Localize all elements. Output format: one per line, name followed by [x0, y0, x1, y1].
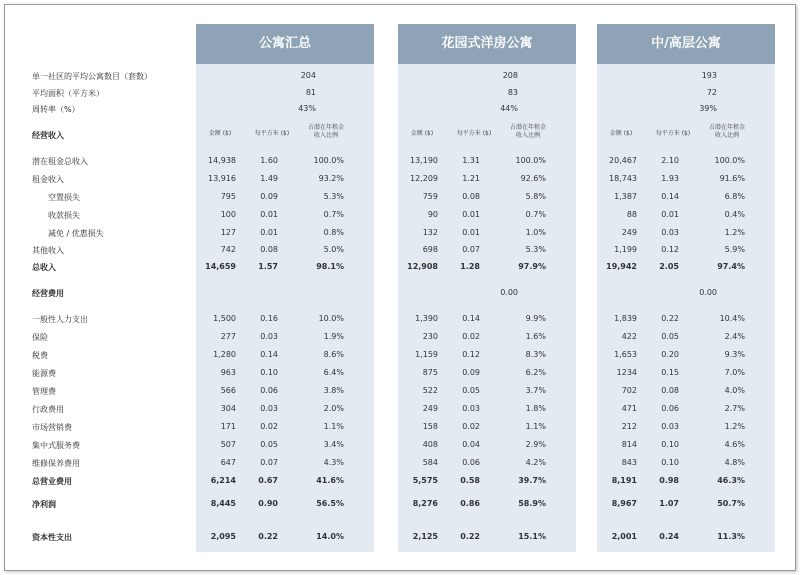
section-heading: 经营收入 — [32, 131, 64, 140]
value-cell: 10.0% — [318, 314, 344, 323]
summary-value: 193 — [701, 71, 717, 80]
value-cell: 18,743 — [609, 174, 637, 183]
column-header: 占潜在年租金收入比例 — [509, 124, 546, 139]
value-cell: 6,214 — [210, 476, 236, 485]
value-cell: 0.12 — [462, 350, 480, 359]
value-cell: 0.10 — [661, 458, 679, 467]
value-cell: 91.6% — [719, 174, 745, 183]
value-cell: 471 — [621, 404, 637, 413]
value-cell: 422 — [621, 332, 637, 341]
value-cell: 1,653 — [614, 350, 637, 359]
value-cell: 8,967 — [611, 499, 637, 508]
value-cell: 12,908 — [407, 262, 438, 271]
row-label: 市场营销费 — [32, 423, 72, 432]
row-label: 资本性支出 — [32, 533, 72, 542]
value-cell: 0.4% — [724, 210, 745, 219]
row-label: 维修保养费用 — [32, 459, 80, 468]
value-cell: 0.01 — [260, 228, 278, 237]
value-cell: 843 — [621, 458, 637, 467]
value-cell: 0.24 — [659, 532, 679, 541]
column-header: 占潜在年租金收入比例 — [708, 124, 745, 139]
summary-value: 208 — [502, 71, 518, 80]
value-cell: 230 — [422, 332, 438, 341]
value-cell: 0.98 — [659, 476, 679, 485]
value-cell: 100 — [220, 210, 236, 219]
value-cell: 171 — [220, 422, 236, 431]
value-cell: 5.3% — [323, 192, 344, 201]
value-cell: 1.2% — [724, 228, 745, 237]
value-cell: 0.14 — [661, 192, 679, 201]
value-cell: 100.0% — [313, 156, 344, 165]
value-cell: 0.01 — [661, 210, 679, 219]
value-cell: 0.14 — [260, 350, 278, 359]
value-cell: 41.6% — [316, 476, 344, 485]
value-cell: 702 — [621, 386, 637, 395]
row-label: 税费 — [32, 351, 48, 360]
value-cell: 158 — [422, 422, 438, 431]
value-cell: 0.05 — [661, 332, 679, 341]
value-cell: 5.8% — [525, 192, 546, 201]
value-cell: 0.03 — [260, 332, 278, 341]
value-cell: 98.1% — [316, 262, 344, 271]
column-header: 每平方米 ($) — [456, 130, 492, 137]
value-cell: 88 — [626, 210, 637, 219]
value-cell: 1,390 — [415, 314, 438, 323]
value-cell: 127 — [220, 228, 236, 237]
value-cell: 1,280 — [213, 350, 236, 359]
value-cell: 795 — [220, 192, 236, 201]
row-label: 其他收入 — [32, 246, 64, 255]
value-cell: 13,190 — [410, 156, 438, 165]
column-header: 金额 ($) — [410, 130, 434, 137]
value-cell: 4.2% — [525, 458, 546, 467]
row-label: 单一社区的平均公寓数目（套数） — [32, 72, 152, 81]
value-cell: 8.3% — [525, 350, 546, 359]
value-cell: 0.08 — [462, 192, 480, 201]
value-cell: 13,916 — [208, 174, 236, 183]
summary-value: 44% — [500, 104, 518, 113]
value-cell: 522 — [422, 386, 438, 395]
value-cell: 0.06 — [661, 404, 679, 413]
row-label: 收款损失 — [48, 211, 80, 220]
row-label: 一般性人力支出 — [32, 315, 88, 324]
value-cell: 1.0% — [525, 228, 546, 237]
summary-value: 39% — [699, 104, 717, 113]
value-cell: 1,839 — [614, 314, 637, 323]
value-cell: 0.09 — [260, 192, 278, 201]
value-cell: 92.6% — [520, 174, 546, 183]
summary-value: 72 — [706, 88, 717, 97]
column-header: 每平方米 ($) — [254, 130, 290, 137]
value-cell: 2,095 — [210, 532, 236, 541]
value-cell: 507 — [220, 440, 236, 449]
value-cell: 14,659 — [205, 262, 236, 271]
value-cell: 19,942 — [606, 262, 637, 271]
value-cell: 1.57 — [258, 262, 278, 271]
value-cell: 814 — [621, 440, 637, 449]
value-cell: 277 — [220, 332, 236, 341]
row-label: 行政费用 — [32, 405, 64, 414]
value-cell: 0.15 — [661, 368, 679, 377]
value-cell: 8,276 — [412, 499, 438, 508]
value-cell: 742 — [220, 245, 236, 254]
value-cell: 5,575 — [412, 476, 438, 485]
value-cell: 0.03 — [661, 422, 679, 431]
value-cell: 0.05 — [260, 440, 278, 449]
column-header: 占潜在年租金收入比例 — [307, 124, 344, 139]
value-cell: 0.01 — [260, 210, 278, 219]
value-cell: 90 — [427, 210, 438, 219]
value-cell: 0.20 — [661, 350, 679, 359]
value-cell: 0.14 — [462, 314, 480, 323]
row-label: 空置损失 — [48, 193, 80, 202]
value-cell: 0.02 — [462, 332, 480, 341]
value-cell: 1,199 — [614, 245, 637, 254]
value-cell: 0.58 — [460, 476, 480, 485]
row-label: 潜在租金总收入 — [32, 157, 88, 166]
value-cell: 1.93 — [661, 174, 679, 183]
value-cell: 1.49 — [260, 174, 278, 183]
value-cell: 10.4% — [719, 314, 745, 323]
value-cell: 566 — [220, 386, 236, 395]
value-cell: 0.16 — [260, 314, 278, 323]
value-cell: 8.6% — [323, 350, 344, 359]
value-cell: 56.5% — [316, 499, 344, 508]
value-cell: 97.9% — [518, 262, 546, 271]
value-cell: 1.60 — [260, 156, 278, 165]
row-label: 租金收入 — [32, 175, 64, 184]
value-cell: 2.4% — [724, 332, 745, 341]
section-value: 0.00 — [699, 288, 717, 297]
column-header: 金额 ($) — [208, 130, 232, 137]
value-cell: 0.05 — [462, 386, 480, 395]
section-value: 0.00 — [500, 288, 518, 297]
row-label: 净利润 — [32, 500, 56, 509]
value-cell: 2.0% — [323, 404, 344, 413]
column-header: 每平方米 ($) — [655, 130, 691, 137]
value-cell: 14,938 — [208, 156, 236, 165]
row-label: 保险 — [32, 333, 48, 342]
value-cell: 1.1% — [525, 422, 546, 431]
value-cell: 304 — [220, 404, 236, 413]
value-cell: 15.1% — [518, 532, 546, 541]
value-cell: 0.7% — [525, 210, 546, 219]
panel-header: 中/高层公寓 — [597, 24, 775, 64]
value-cell: 5.9% — [724, 245, 745, 254]
value-cell: 0.22 — [258, 532, 278, 541]
value-cell: 20,467 — [609, 156, 637, 165]
value-cell: 58.9% — [518, 499, 546, 508]
value-cell: 0.10 — [260, 368, 278, 377]
value-cell: 647 — [220, 458, 236, 467]
value-cell: 0.06 — [462, 458, 480, 467]
value-cell: 0.06 — [260, 386, 278, 395]
value-cell: 50.7% — [717, 499, 745, 508]
value-cell: 0.67 — [258, 476, 278, 485]
value-cell: 1,500 — [213, 314, 236, 323]
value-cell: 39.7% — [518, 476, 546, 485]
summary-value: 81 — [305, 88, 316, 97]
value-cell: 698 — [422, 245, 438, 254]
value-cell: 2.05 — [659, 262, 679, 271]
value-cell: 46.3% — [717, 476, 745, 485]
value-cell: 249 — [422, 404, 438, 413]
value-cell: 0.07 — [462, 245, 480, 254]
value-cell: 0.02 — [462, 422, 480, 431]
value-cell: 0.08 — [260, 245, 278, 254]
value-cell: 2.10 — [661, 156, 679, 165]
value-cell: 0.8% — [323, 228, 344, 237]
value-cell: 1.1% — [323, 422, 344, 431]
value-cell: 5.0% — [323, 245, 344, 254]
value-cell: 4.3% — [323, 458, 344, 467]
value-cell: 0.03 — [260, 404, 278, 413]
section-heading: 经营费用 — [32, 289, 64, 298]
value-cell: 3.7% — [525, 386, 546, 395]
summary-value: 204 — [300, 71, 316, 80]
value-cell: 2,125 — [412, 532, 438, 541]
row-label: 能源费 — [32, 369, 56, 378]
value-cell: 1,387 — [614, 192, 637, 201]
panel-header: 公寓汇总 — [196, 24, 374, 64]
value-cell: 100.0% — [515, 156, 546, 165]
value-cell: 9.3% — [724, 350, 745, 359]
value-cell: 0.22 — [661, 314, 679, 323]
value-cell: 0.7% — [323, 210, 344, 219]
value-cell: 3.4% — [323, 440, 344, 449]
value-cell: 14.0% — [316, 532, 344, 541]
value-cell: 212 — [621, 422, 637, 431]
value-cell: 4.8% — [724, 458, 745, 467]
value-cell: 0.09 — [462, 368, 480, 377]
value-cell: 0.01 — [462, 210, 480, 219]
value-cell: 0.03 — [462, 404, 480, 413]
value-cell: 3.8% — [323, 386, 344, 395]
value-cell: 2.9% — [525, 440, 546, 449]
value-cell: 1.8% — [525, 404, 546, 413]
value-cell: 0.02 — [260, 422, 278, 431]
value-cell: 0.86 — [460, 499, 480, 508]
panel-header: 花园式洋房公寓 — [398, 24, 576, 64]
value-cell: 408 — [422, 440, 438, 449]
value-cell: 759 — [422, 192, 438, 201]
value-cell: 93.2% — [318, 174, 344, 183]
value-cell: 1.2% — [724, 422, 745, 431]
value-cell: 0.04 — [462, 440, 480, 449]
value-cell: 132 — [422, 228, 438, 237]
summary-value: 83 — [507, 88, 518, 97]
value-cell: 5.3% — [525, 245, 546, 254]
value-cell: 0.08 — [661, 386, 679, 395]
value-cell: 1.9% — [323, 332, 344, 341]
value-cell: 249 — [621, 228, 637, 237]
value-cell: 0.12 — [661, 245, 679, 254]
value-cell: 1.6% — [525, 332, 546, 341]
value-cell: 1.21 — [462, 174, 480, 183]
value-cell: 0.22 — [460, 532, 480, 541]
value-cell: 100.0% — [714, 156, 745, 165]
value-cell: 4.0% — [724, 386, 745, 395]
value-cell: 9.9% — [525, 314, 546, 323]
value-cell: 963 — [220, 368, 236, 377]
row-label: 总收入 — [32, 263, 56, 272]
value-cell: 2.7% — [724, 404, 745, 413]
value-cell: 1234 — [616, 368, 637, 377]
row-label: 集中式服务费 — [32, 441, 80, 450]
value-cell: 97.4% — [717, 262, 745, 271]
value-cell: 1.31 — [462, 156, 480, 165]
row-label: 管理费 — [32, 387, 56, 396]
value-cell: 12,209 — [410, 174, 438, 183]
value-cell: 8,445 — [210, 499, 236, 508]
value-cell: 1.28 — [460, 262, 480, 271]
value-cell: 1,159 — [415, 350, 438, 359]
value-cell: 7.0% — [724, 368, 745, 377]
value-cell: 6.8% — [724, 192, 745, 201]
value-cell: 4.6% — [724, 440, 745, 449]
value-cell: 875 — [422, 368, 438, 377]
row-label: 总营业费用 — [32, 477, 72, 486]
value-cell: 1.07 — [659, 499, 679, 508]
column-header: 金额 ($) — [609, 130, 633, 137]
value-cell: 2,001 — [611, 532, 637, 541]
row-label: 周转率（%） — [32, 105, 80, 114]
value-cell: 0.10 — [661, 440, 679, 449]
value-cell: 8,191 — [611, 476, 637, 485]
value-cell: 0.07 — [260, 458, 278, 467]
value-cell: 0.03 — [661, 228, 679, 237]
summary-value: 43% — [298, 104, 316, 113]
row-label: 减免 / 优惠损失 — [48, 229, 104, 238]
value-cell: 6.2% — [525, 368, 546, 377]
row-label: 平均面积（平方米） — [32, 89, 104, 98]
value-cell: 6.4% — [323, 368, 344, 377]
value-cell: 0.90 — [258, 499, 278, 508]
value-cell: 0.01 — [462, 228, 480, 237]
value-cell: 584 — [422, 458, 438, 467]
value-cell: 11.3% — [717, 532, 745, 541]
